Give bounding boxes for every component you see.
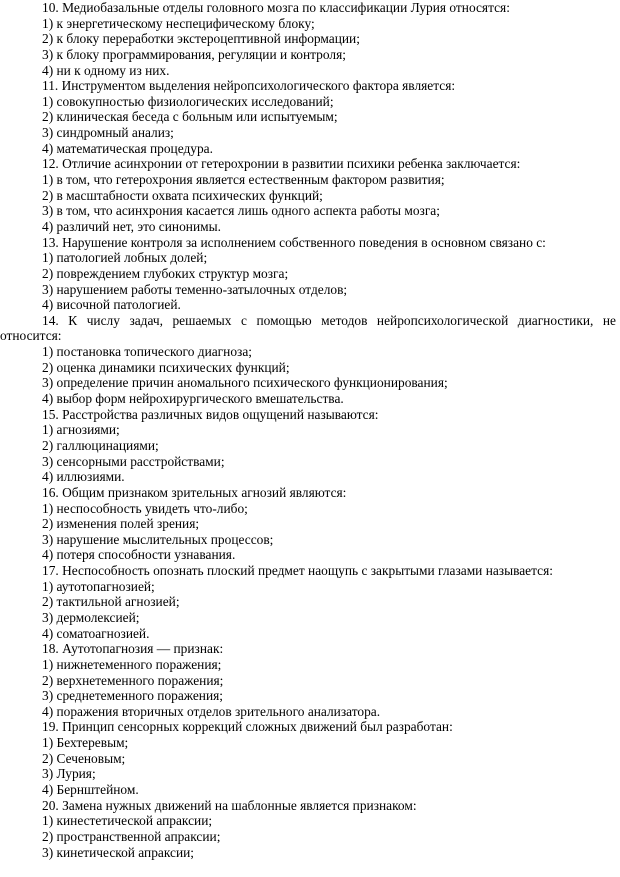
answer-option-line: 2) изменения полей зрения;	[42, 516, 200, 532]
answer-option-line: 3) определение причин аномального психического функционирования;	[42, 375, 448, 391]
answer-option-line: 1) в том, что гетерохрония является естественным фактором развития;	[42, 172, 445, 188]
question-line: 20. Замена нужных движений на шаблонные является признаком:	[42, 797, 417, 813]
answer-option-line: 2) в масштабности охвата психических функций;	[42, 187, 323, 203]
answer-option-line: 1) аутотопагнозией;	[42, 578, 155, 594]
question-line: 13. Нарушение контроля за исполнением собственного поведения в основном связано с:	[42, 234, 546, 250]
question-line: 16. Общим признаком зрительных агнозий являются:	[42, 484, 347, 500]
answer-option-line: 3) кинетической апраксии;	[42, 844, 195, 860]
answer-option-line: 3) к блоку программирования, регуляции и контроля;	[42, 46, 346, 62]
answer-option-line: 4) потеря способности узнавания.	[42, 547, 236, 563]
answer-option-line: 3) синдромный анализ;	[42, 125, 174, 141]
answer-option-line: 2) повреждением глубоких структур мозга;	[42, 265, 289, 281]
answer-option-line: 3) в том, что асинхрония касается лишь одного аспекта работы мозга;	[42, 203, 440, 219]
answer-option-line: 1) патологией лобных долей;	[42, 250, 208, 266]
question-line: 14. К числу задач, решаемых с помощью методов нейропсихологической диагностики, не	[42, 312, 616, 328]
answer-option-line: 3) нарушением работы теменно-затылочных отделов;	[42, 281, 348, 297]
answer-option-line: 2) к блоку переработки экстероцептивной информации;	[42, 31, 360, 47]
answer-option-line: 3) сенсорными расстройствами;	[42, 453, 225, 469]
answer-option-line: 4) поражения вторичных отделов зрительного анализатора.	[42, 703, 381, 719]
answer-option-line: 4) Бернштейном.	[42, 782, 139, 798]
answer-option-line: 1) Бехтеревым;	[42, 735, 129, 751]
answer-option-line: 2) пространственной апраксии;	[42, 828, 221, 844]
answer-option-line: 2) Сеченовым;	[42, 750, 126, 766]
question-line: 18. Аутотопагнозия — признак:	[42, 641, 224, 657]
answer-option-line: 4) выбор форм нейрохирургического вмешательства.	[42, 391, 344, 407]
answer-option-line: 3) дермолексией;	[42, 609, 140, 625]
question-line: 19. Принцип сенсорных коррекций сложных движений был разработан:	[42, 719, 453, 735]
answer-option-line: 1) кинестетической апраксии;	[42, 813, 213, 829]
answer-option-line: 1) постановка топического диагноза;	[42, 344, 252, 360]
answer-option-line: 3) среднетеменного поражения;	[42, 688, 224, 704]
answer-option-line: 4) математическая процедура.	[42, 140, 213, 156]
answer-option-line: 4) различий нет, это синонимы.	[42, 218, 221, 234]
answer-option-line: 4) соматоагнозией.	[42, 625, 150, 641]
answer-option-line: 1) к энергетическому неспецифическому блоку;	[42, 15, 315, 31]
answer-option-line: 1) агнозиями;	[42, 422, 120, 438]
answer-option-line: 1) совокупностью физиологических исследований;	[42, 93, 334, 109]
answer-option-line: 4) ни к одному из них.	[42, 62, 170, 78]
question-line: 10. Медиобазальные отделы головного мозга по классификации Лурия относятся:	[42, 0, 510, 15]
answer-option-line: 1) неспособность увидеть что-либо;	[42, 500, 248, 516]
answer-option-line: 3) нарушение мыслительных процессов;	[42, 531, 274, 547]
answer-option-line: 2) тактильной агнозией;	[42, 594, 180, 610]
answer-option-line: 1) нижнетеменного поражения;	[42, 656, 222, 672]
answer-option-line: 2) оценка динамики психических функций;	[42, 359, 290, 375]
question-line: 17. Неспособность опознать плоский предмет наощупь с закрытыми глазами называется:	[42, 563, 553, 579]
answer-option-line: 2) клиническая беседа с больным или испытуемым;	[42, 109, 338, 125]
answer-option-line: 3) Лурия;	[42, 766, 96, 782]
answer-option-line: 4) височной патологией.	[42, 297, 181, 313]
question-continuation-line: относится:	[0, 328, 62, 344]
question-line: 12. Отличие асинхронии от гетерохронии в развитии психики ребенка заключается:	[42, 156, 521, 172]
question-line: 15. Расстройства различных видов ощущений называются:	[42, 406, 379, 422]
question-line: 11. Инструментом выделения нейропсихологического фактора является:	[42, 78, 456, 94]
answer-option-line: 2) галлюцинациями;	[42, 437, 159, 453]
answer-option-line: 4) иллюзиями.	[42, 469, 125, 485]
answer-option-line: 2) верхнетеменного поражения;	[42, 672, 224, 688]
